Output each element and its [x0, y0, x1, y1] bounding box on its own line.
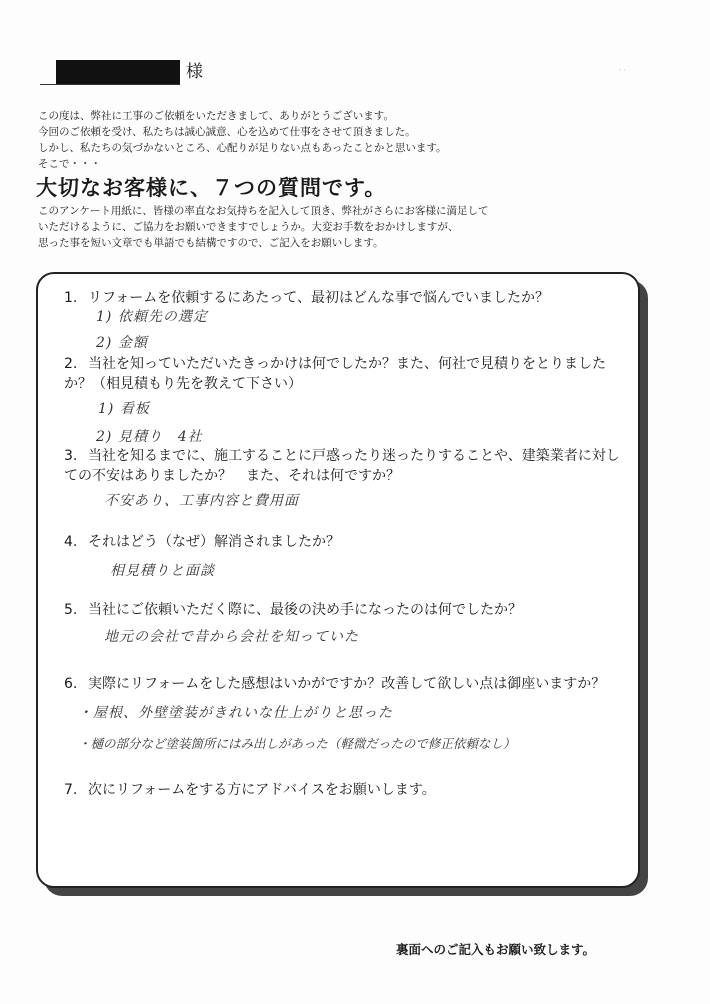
addressee-underline [40, 84, 180, 85]
question-5: 5. 当社にご依頼いただく際に、最後の決め手になったのは何でしたか？ [64, 602, 522, 618]
redacted-customer-name [56, 60, 180, 84]
page-heading: 大切なお客様に、７つの質問です。 [36, 176, 387, 200]
addressee [40, 58, 203, 84]
question-3: 3. 当社を知るまでに、施工することに戸惑ったり迷ったりすることや、建築業者に対しての不安はありましたか？ また、それは何ですか？ [64, 448, 620, 484]
intro-line: そこで・・・ [38, 158, 101, 170]
scan-noise: · · [618, 66, 626, 75]
intro-line: この度は、弊社に工事のご依頼をいただきまして、ありがとうございます。 [38, 110, 394, 122]
answer-6-2: ・樋の部分など塗装箇所にはみ出しがあった（軽微だったので修正依頼なし） [78, 736, 516, 751]
question-6: 6. 実際にリフォームをした感想はいかがですか？改善して欲しい点は御座いますか？ [64, 676, 606, 692]
instructions-line: いただけるように、ご協力をお願いできますでしょうか。大変お手数をおかけしますが、 [38, 221, 459, 233]
instructions-line: 思った事を短い文章でも単語でも結構ですので、ご記入をお願いします。 [38, 237, 384, 249]
instructions-line: このアンケート用紙に、皆様の率直なお気持ちを記入して頂き、弊社がさらにお客様に満足して [38, 205, 489, 217]
answer-2-2: 2) 見積り 4社 [96, 429, 203, 445]
instructions-paragraph [38, 203, 488, 251]
honorific-sama: 様 [186, 62, 203, 82]
intro-paragraph [38, 108, 447, 172]
question-2: 2. 当社を知っていただいたきっかけは何でしたか？また、何社で見積りをとりましたか？（相見積もり先を教えて下さい） [64, 356, 606, 392]
answer-3: 不安あり、工事内容と費用面 [104, 493, 299, 509]
answer-4: 相見積りと面談 [110, 563, 215, 579]
question-4: 4. それはどう（なぜ）解消されましたか？ [64, 534, 340, 550]
questionnaire-box [36, 272, 640, 888]
answer-1-1: 1) 依頼先の選定 [96, 309, 208, 325]
answer-5: 地元の会社で昔から会社を知っていた [104, 629, 359, 645]
answer-2-1: 1) 看板 [98, 401, 150, 417]
intro-line: しかし、私たちの気づかないところ、心配りが足りない点もあったことかと思います。 [38, 142, 447, 154]
intro-line: 今回のご依頼を受け、私たちは誠心誠意、心を込めて仕事をさせて頂きました。 [38, 126, 416, 138]
answer-6-1: ・屋根、外壁塗装がきれいな仕上がりと思った [78, 705, 393, 721]
footer-note: 裏面へのご記入もお願い致します。 [396, 942, 596, 957]
question-1: 1. リフォームを依頼するにあたって、最初はどんな事で悩んでいましたか？ [64, 290, 550, 306]
question-7: 7. 次にリフォームをする方にアドバイスをお願いします。 [64, 782, 436, 798]
answer-1-2: 2) 金額 [96, 335, 148, 351]
